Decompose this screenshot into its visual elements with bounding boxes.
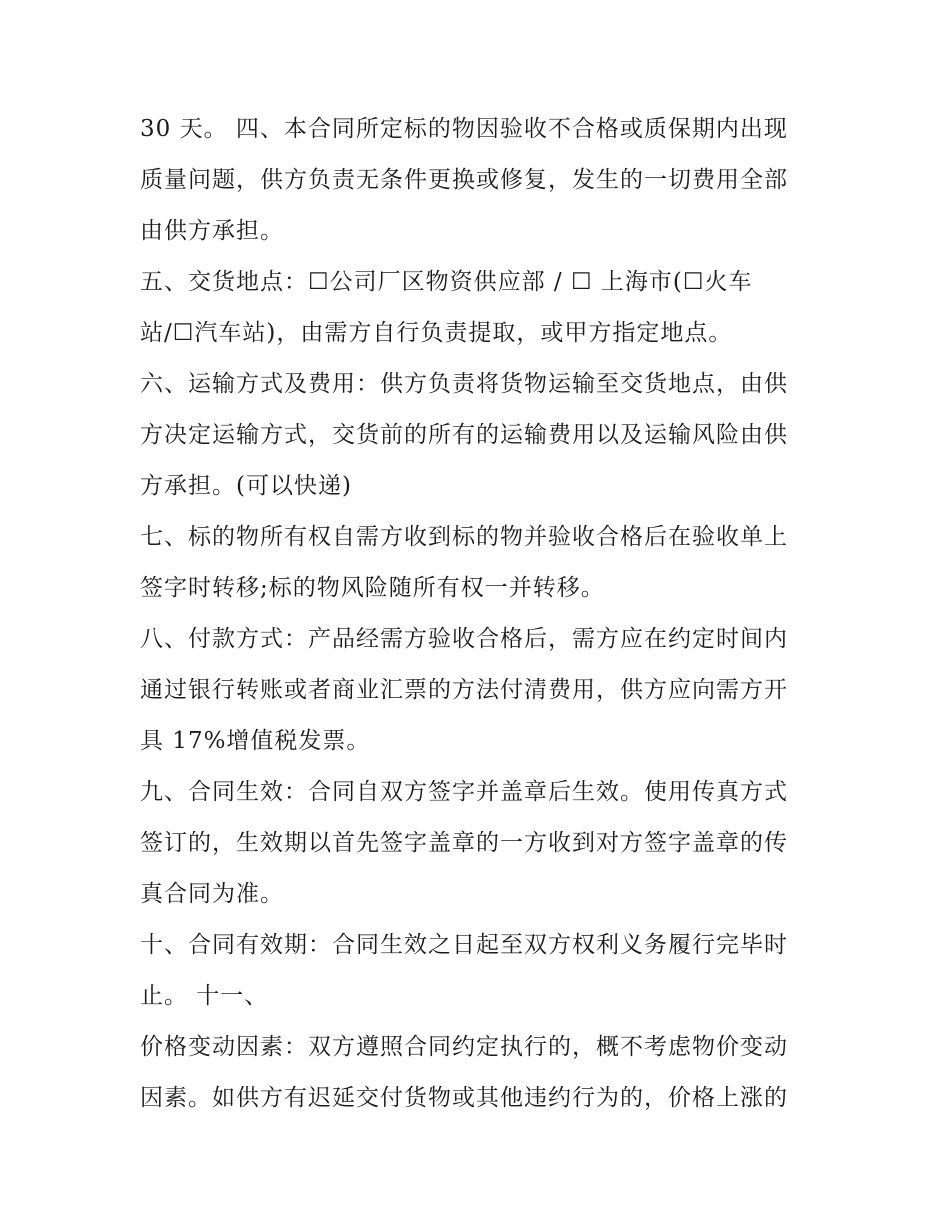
contract-text xyxy=(140,104,820,1124)
text-line: 六、运输方式及费用：供方负责将货物运输至交货地点，由供 xyxy=(140,371,788,397)
text-line: 价格变动因素：双方遵照合同约定执行的，概不考虑物价变动 xyxy=(140,1034,788,1060)
text-line: 九、合同生效：合同自双方签字并盖章后生效。使用传真方式 xyxy=(140,779,788,805)
text-line: 止。 十一、 xyxy=(140,983,269,1009)
text-line: 八、付款方式：产品经需方验收合格后，需方应在约定时间内 xyxy=(140,626,788,652)
text-line: 方决定运输方式，交货前的所有的运输费用以及运输风险由供 xyxy=(140,422,788,448)
text-line: 因素。如供方有迟延交付货物或其他违约行为的，价格上涨的 xyxy=(140,1085,788,1111)
text-line: 通过银行转账或者商业汇票的方法付清费用，供方应向需方开 xyxy=(140,677,788,703)
text-line: 签字时转移;标的物风险随所有权一并转移。 xyxy=(140,575,605,601)
text-line: 签订的，生效期以首先签字盖章的一方收到对方签字盖章的传 xyxy=(140,830,788,856)
text-line: 由供方承担。 xyxy=(140,218,284,244)
text-line: 十、合同有效期：合同生效之日起至双方权利义务履行完毕时 xyxy=(140,932,788,958)
text-line: 七、标的物所有权自需方收到标的物并验收合格后在验收单上 xyxy=(140,524,788,550)
text-line: 五、交货地点：☐公司厂区物资供应部 / ☐ 上海市(☐火车 xyxy=(140,269,753,295)
text-line: 真合同为准。 xyxy=(140,881,284,907)
text-line: 方承担。(可以快递) xyxy=(140,473,352,499)
text-line: 站/☐汽车站)，由需方自行负责提取，或甲方指定地点。 xyxy=(140,320,733,346)
text-line: 质量问题，供方负责无条件更换或修复，发生的一切费用全部 xyxy=(140,167,788,193)
text-line: 30 天。 四、本合同所定标的物因验收不合格或质保期内出现 xyxy=(140,116,788,142)
text-line: 具 17%增值税发票。 xyxy=(140,728,371,754)
